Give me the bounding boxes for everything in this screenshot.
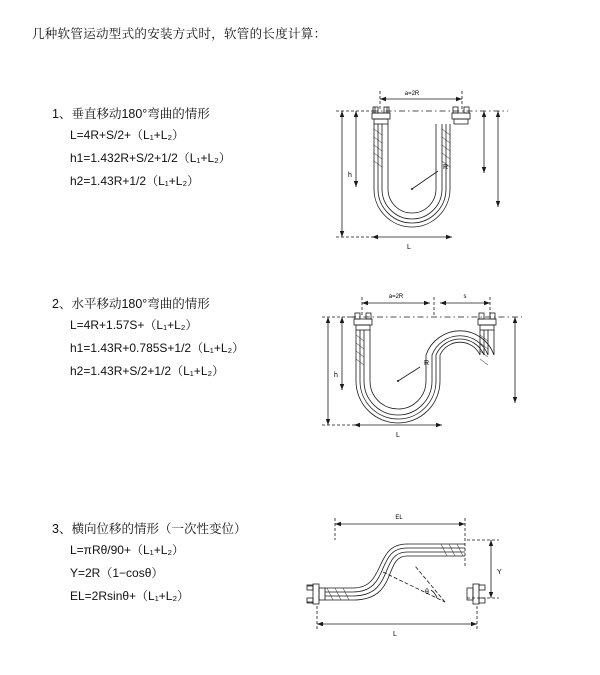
section-2-formula-3: h2=1.43R+S/2+1/2（L₁+L₂）: [70, 364, 225, 378]
dim-a-2r: a=2R: [404, 91, 420, 97]
vertical-180-bend-diagram: [312, 77, 562, 277]
radius-label: R: [443, 164, 449, 171]
height-label: h: [334, 372, 338, 379]
section-3-formula-2: Y=2R（1−cosθ）: [70, 566, 164, 580]
section-2-text: [52, 295, 312, 383]
dim-l: L: [393, 631, 397, 638]
section-1-title: 1、垂直移动180°弯曲的情形: [52, 107, 210, 121]
section-2-formula-1: L=4R+1.57S+（L₁+L₂）: [70, 318, 198, 332]
section-2-title: 2、水平移动180°弯曲的情形: [52, 297, 210, 311]
section-3-formula-1: L=πRθ/90+（L₁+L₂）: [70, 543, 185, 557]
section-3-text: [52, 520, 312, 608]
angle-label: θ: [425, 589, 429, 596]
section-1-formula-3: h2=1.43R+1/2（L₁+L₂）: [70, 174, 200, 188]
length-label: L: [396, 432, 400, 439]
intro-text: 几种软管运动型式的安装方式时，软管的长度计算：: [32, 27, 327, 41]
section-3-title: 3、横向位移的情形（一次性变位）: [52, 522, 247, 536]
radius-label: R: [424, 360, 430, 367]
section-2-formula-2: h1=1.43R+0.785S+1/2（L₁+L₂）: [70, 341, 245, 355]
lateral-offset-diagram: [295, 506, 555, 646]
section-1-formula-2: h1=1.432R+S/2+1/2（L₁+L₂）: [70, 151, 231, 165]
section-1-formula-1: L=4R+S/2+（L₁+L₂）: [70, 128, 185, 142]
height-label: h: [348, 172, 352, 179]
dim-a-2r: a=2R: [388, 294, 404, 300]
dim-y: Y: [497, 569, 502, 576]
section-1-text: [52, 105, 312, 193]
length-label: L: [407, 244, 411, 251]
section-3-formula-3: EL=2Rsinθ+（L₁+L₂）: [70, 589, 190, 603]
dim-s: s: [463, 294, 467, 300]
horizontal-180-bend-diagram: [310, 285, 560, 465]
dim-el: EL: [395, 515, 403, 521]
